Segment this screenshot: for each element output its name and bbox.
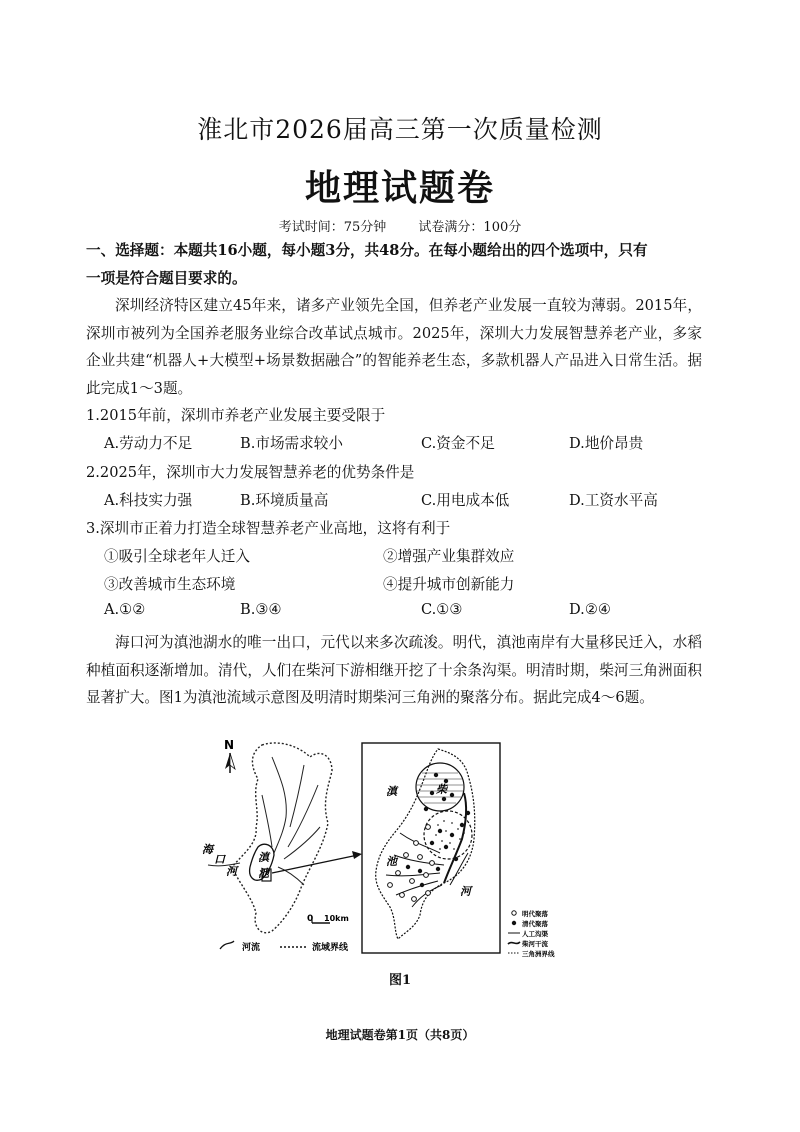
material-1: 深圳经济特区建立45年来，诸多产业领先全国，但养老产业发展一直较为薄弱。2015年，深圳市被列为全国养老服务业综合改革试点城市。2025年，深圳大力发展智慧养老产业，多家企业共建“机器人+大模型+场景数据融合”的智能养老生态，多款机器人产品进入日常生活。据此完成1～3题。	[86, 297, 702, 397]
scale-bar	[307, 914, 349, 924]
legend-river: 河流	[242, 943, 261, 953]
figure-1-map	[200, 735, 580, 970]
q3-option-c: C.①③	[421, 601, 463, 618]
question-2-stem: 2.2025年，深圳市大力发展智慧养老的优势条件是	[86, 464, 415, 481]
watershed-boundary	[232, 743, 332, 933]
q1-option-a: A.劳动力不足	[104, 435, 193, 452]
subject-title: 地理试题卷	[304, 167, 495, 209]
q2-option-c: C.用电成本低	[421, 492, 510, 509]
q2-option-a: A.科技实力强	[104, 492, 193, 509]
q3-option-d: D.②④	[569, 601, 611, 618]
question-3-stem: 3.深圳市正着力打造全球智慧养老产业高地，这将有利于	[86, 520, 451, 537]
right-legend	[508, 909, 555, 958]
q3-statement-1: ①吸引全球老年人迁入	[104, 548, 250, 565]
page-footer: 地理试题卷第1页（共8页）	[325, 1028, 475, 1042]
q2-option-b: B.环境质量高	[240, 492, 329, 509]
outlet-label-1: 海	[202, 843, 213, 856]
q3-statement-4: ④提升城市创新能力	[383, 576, 515, 593]
scale-zero: 0	[307, 914, 314, 924]
exam-meta	[0, 216, 800, 235]
q2-option-d: D.工资水平高	[569, 492, 658, 509]
zoom-frame	[362, 743, 500, 953]
scale-label: 10km	[324, 914, 349, 923]
exam-time: 考试时间：75分钟	[278, 220, 387, 235]
q3-option-a: A.①②	[104, 601, 146, 618]
legend-watershed: 流域界线	[312, 943, 349, 953]
legend-qing: 清代聚落	[522, 920, 548, 928]
instructions-line-2: 一项是符合题目要求的。	[86, 269, 247, 287]
zoom-lake-label-2: 池	[386, 855, 397, 868]
zoom-river-label-1: 柴	[436, 783, 447, 796]
outlet-label-3: 河	[226, 865, 237, 878]
full-score: 试卷满分：100分	[418, 220, 522, 235]
question-1-stem: 1.2015年前，深圳市养老产业发展主要受限于	[86, 407, 386, 424]
legend-canal: 人工沟渠	[522, 930, 548, 938]
q1-option-c: C.资金不足	[421, 435, 495, 452]
instructions-line-1: 一、选择题：本题共16小题，每小题3分，共48分。在每小题给出的四个选项中，只有	[86, 242, 648, 259]
figure-caption: 图1	[388, 973, 412, 988]
q3-option-b: B.③④	[240, 601, 282, 618]
q3-statement-3: ③改善城市生态环境	[104, 576, 236, 593]
lake-label-2: 池	[258, 867, 269, 880]
section-instructions	[86, 237, 702, 292]
zoom-lake-label-1: 滇	[386, 785, 397, 798]
q1-option-d: D.地价昂贵	[569, 435, 644, 452]
legend-main-river: 柴河干流	[522, 940, 548, 948]
material-2: 海口河为滇池湖水的唯一出口，元代以来多次疏浚。明代，滇池南岸有大量移民迁入，水稻种植面积逐渐增加。清代，人们在柴河下游相继开挖了十余条沟渠。明清时期，柴河三角洲面积显著扩大。图1为滇池流域示意图及明清时期柴河三角洲的聚落分布。据此完成4～6题。	[86, 634, 702, 706]
outlet-label-2: 口	[214, 853, 225, 866]
legend-delta-boundary: 三角洲界线	[522, 950, 555, 958]
legend-ming: 明代聚落	[522, 910, 548, 918]
q3-statement-2: ②增强产业集群效应	[383, 548, 515, 565]
exam-title: 淮北市2026届高三第一次质量检测	[197, 115, 603, 144]
left-legend	[220, 941, 349, 953]
north-arrow	[224, 738, 235, 773]
zoom-river-label-2: 河	[460, 885, 471, 898]
lake-label-1: 滇	[258, 851, 269, 864]
north-label: N	[224, 738, 235, 752]
q1-option-b: B.市场需求较小	[240, 435, 343, 452]
